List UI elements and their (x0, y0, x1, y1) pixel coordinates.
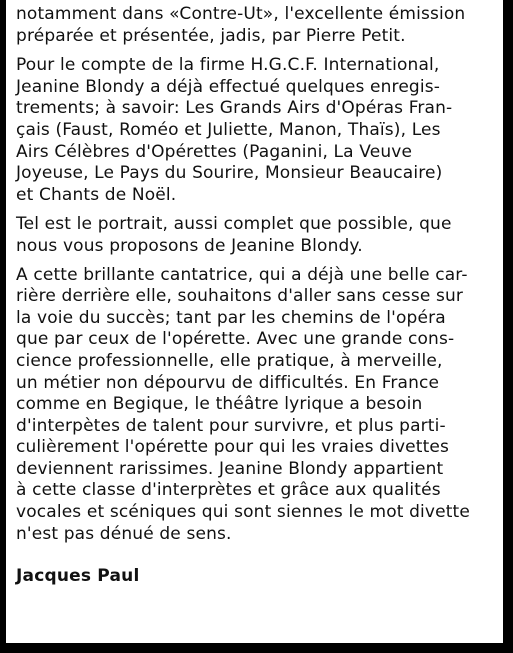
text-line: la voie du succès; tant par les chemins de l'opéra (16, 307, 446, 328)
text-line: A cette brillante cantatrice, qui a déjà une belle car- (16, 264, 468, 285)
paragraph-3 (16, 214, 493, 257)
text-line: deviennent rarissimes. Jeanine Blondy appartient (16, 458, 444, 479)
text-line: culièrement l'opérette pour qui les vraies divettes (16, 437, 450, 458)
article-page (6, 0, 506, 646)
paragraph-4 (16, 265, 493, 546)
text-line: Tel est le portrait, aussi complet que possible, que (16, 214, 452, 235)
text-line: vocales et scéniques qui sont siennes le mot divette (16, 502, 470, 523)
text-line: n'est pas dénué de sens. (16, 523, 232, 544)
text-line: cience professionnelle, elle pratique, à merveille, (16, 350, 443, 371)
text-line: d'interpètes de talent pour survivre, et plus parti- (16, 415, 446, 436)
text-line: que par ceux de l'opérette. Avec une grande cons- (16, 329, 455, 350)
text-line: çais (Faust, Roméo et Juliette, Manon, Thaïs), Les (16, 119, 441, 140)
paragraph-1 (16, 4, 493, 47)
paragraph-2 (16, 55, 493, 206)
text-line: rière derrière elle, souhaitons d'aller sans cesse sur (16, 286, 464, 307)
text-line: notamment dans «Contre-Ut», l'excellente émission (16, 4, 466, 24)
text-line: nous vous proposons de Jeanine Blondy. (16, 235, 363, 256)
text-line: et Chants de Noël. (16, 184, 177, 205)
text-line: Jeanine Blondy a déjà effectué quelques enregis- (16, 76, 441, 97)
text-line: Joyeuse, Le Pays du Sourire, Monsieur Beaucaire) (16, 163, 443, 184)
text-line: trements; à savoir: Les Grands Airs d'Opéras Fran- (16, 98, 453, 119)
text-line: un métier non dépourvu de difficultés. En France (16, 372, 440, 393)
text-line: comme en Begique, le théâtre lyrique a besoin (16, 394, 423, 415)
text-line: Pour le compte de la firme H.G.C.F. International, (16, 55, 440, 76)
text-line: à cette classe d'interprètes et grâce aux qualités (16, 480, 441, 501)
text-line: Airs Célèbres d'Opérettes (Paganini, La Veuve (16, 141, 413, 162)
author-signature: Jacques Paul (16, 566, 140, 587)
text-line: préparée et présentée, jadis, par Pierre Petit. (16, 25, 406, 46)
